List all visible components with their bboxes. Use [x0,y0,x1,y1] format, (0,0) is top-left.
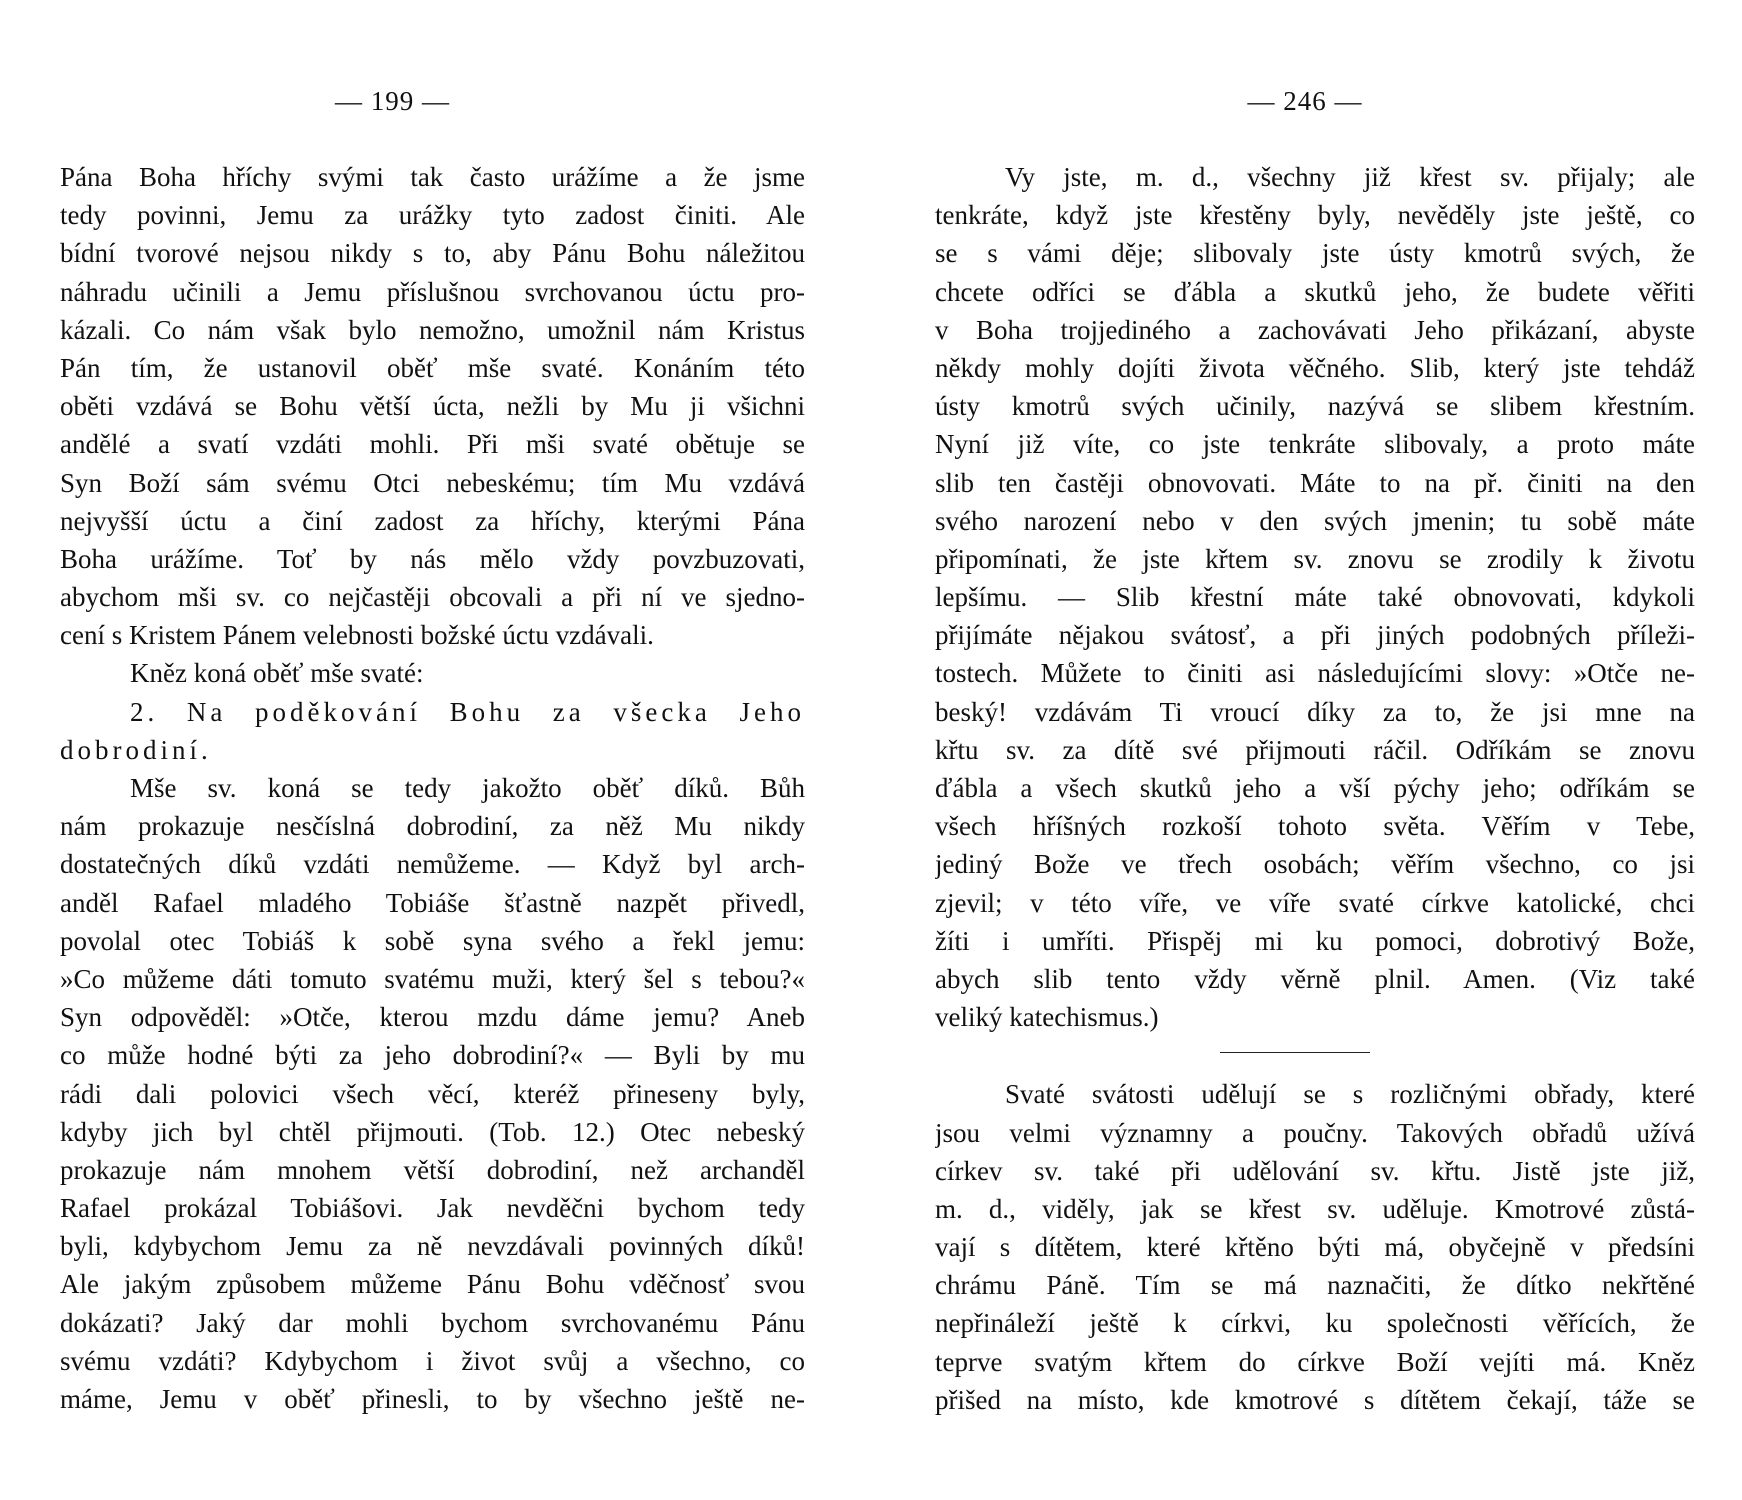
text-line: žíti i umříti. Přispěj mi ku pomoci, dobrotivý Bože, [935,925,1695,956]
section-divider [1220,1052,1370,1053]
text-line: bídní tvorové nejsou nikdy s to, aby Pánu Bohu náležitou [60,238,805,269]
text-line: abych slib tento vždy věrně plnil. Amen. (Viz také [935,963,1695,994]
section-heading: 2. Na poděkování Bohu za všecka Jeho [130,696,805,727]
text-line: nám prokazuje nesčíslná dobrodiní, za něž Mu nikdy [60,811,805,842]
text-line: Kněz koná oběť mše svaté: [130,658,424,689]
text-line: abychom mši sv. co nejčastěji obcovali a při ní ve sjedno- [60,582,805,613]
text-line: zjevil; v této víře, ve víře svaté církve katolické, chci [935,887,1695,918]
text-line: někdy mohly dojíti života věčného. Slib, který jste tehdáž [935,352,1695,383]
section-heading: dobrodiní. [60,734,212,765]
text-line: Syn Boží sám svému Otci nebeskému; tím Mu vzdává [60,467,805,498]
text-line: m. d., viděly, jak se křest sv. uděluje. Kmotrové zůstá- [935,1193,1695,1224]
text-line: lepšímu. — Slib křestní máte také obnovovati, kdykoli [935,582,1695,613]
left-page-text [60,158,805,1418]
text-line: přijímáte nějakou svátosť, a při jiných podobných příleži- [935,620,1695,651]
text-line: připomínati, že jste křtem sv. znovu se zrodily k životu [935,543,1695,574]
text-line: kdyby jich byl chtěl přijmouti. (Tob. 12.) Otec nebeský [60,1116,805,1147]
text-line: veliký katechismus.) [935,1002,1159,1033]
text-line: prokazuje nám mnohem větší dobrodiní, než archanděl [60,1154,805,1185]
text-line: tostech. Můžete to činiti asi následujícími slovy: »Otče ne- [935,658,1695,689]
text-line: Boha urážíme. Toť by nás mělo vždy povzbuzovati, [60,543,805,574]
text-line: všech hříšných rozkoší tohoto světa. Věřím v Tebe, [935,811,1695,842]
text-line: »Co můžeme dáti tomuto svatému muži, který šel s tebou?« [60,963,805,994]
text-line: vají s dítětem, které křtěno býti má, obyčejně v předsíni [935,1232,1695,1263]
text-line: dostatečných díků vzdáti nemůžeme. — Když byl arch- [60,849,805,880]
text-line: Ale jakým způsobem můžeme Pánu Bohu vděčnosť svou [60,1269,805,1300]
text-line: svému vzdáti? Kdybychom i život svůj a všechno, co [60,1345,805,1376]
text-line: Syn odpověděl: »Otče, kterou mzdu dáme jemu? Aneb [60,1002,805,1033]
text-line: svého narození nebo v den svých jmenin; tu sobě máte [935,505,1695,536]
text-line: teprve svatým křtem do církve Boží vejíti má. Kněz [935,1346,1695,1377]
text-line: nejvyšší úctu a činí zadost za hříchy, kterými Pána [60,505,805,536]
text-line: jsou velmi významny a poučny. Takových obřadů užívá [935,1117,1695,1148]
text-line: křtu sv. za dítě své přijmouti ráčil. Odříkám se znovu [935,734,1695,765]
text-line: jediný Bože ve třech osobách; věřím všechno, co jsi [935,849,1695,880]
text-line: co může hodné býti za jeho dobrodiní?« — Byli by mu [60,1040,805,1071]
text-line: tenkráte, když jste křestěny byly, nevěděly jste ještě, co [935,200,1695,231]
text-line: anděl Rafael mladého Tobiáše šťastně nazpět přivedl, [60,887,805,918]
text-line: Nyní již víte, co jste tenkráte slibovaly, a proto máte [935,429,1695,460]
text-line: církev sv. také při udělování sv. křtu. Jistě jste již, [935,1155,1695,1186]
text-line: Pána Boha hříchy svými tak často urážíme a že jsme [60,162,805,192]
text-line: oběti vzdává se Bohu větší úcta, nežli by Mu ji všichni [60,391,805,422]
text-line: tedy povinni, Jemu za urážky tyto zadost činiti. Ale [60,200,805,231]
text-line: cení s Kristem Pánem velebnosti božské úctu vzdávali. [60,620,654,651]
text-line: Rafael prokázal Tobiášovi. Jak nevděčni bychom tedy [60,1193,805,1224]
text-line: náhradu učinili a Jemu příslušnou svrchovanou úctu pro- [60,276,805,307]
right-page-text [935,158,1695,1419]
text-line: v Boha trojjediného a zachovávati Jeho přikázaní, abyste [935,314,1695,345]
text-line: ústy kmotrů svých učinily, nazývá se slibem křestním. [935,391,1695,422]
text-line: Vy jste, m. d., všechny již křest sv. přijaly; ale [1005,162,1695,192]
right-page [935,0,1695,1500]
text-line: ďábla a všech skutků jeho a vší pýchy jeho; odříkám se [935,773,1695,803]
text-line: kázali. Co nám však bylo nemožno, umožnil nám Kristus [60,314,805,345]
text-line: byli, kdybychom Jemu za ně nevzdávali povinných díků! [60,1231,805,1262]
text-line: Pán tím, že ustanovil oběť mše svaté. Konáním této [60,352,805,383]
text-line: nepřináleží ještě k církvi, ku společnosti věřících, že [935,1308,1695,1339]
text-line: povolal otec Tobiáš k sobě syna svého a řekl jemu: [60,925,805,956]
text-line: beský! vzdávám Ti vroucí díky za to, že jsi mne na [935,696,1695,727]
text-line: chcete odříci se ďábla a skutků jeho, že budete věřiti [935,276,1695,307]
text-line: rádi dali polovici všech věcí, kteréž přineseny byly, [60,1078,805,1109]
text-line: Svaté svátosti udělují se s rozličnými obřady, které [1005,1079,1695,1110]
text-line: chrámu Páně. Tím se má naznačiti, že dítko nekřtěné [935,1270,1695,1301]
left-page [60,0,805,1500]
text-line: máme, Jemu v oběť přinesli, to by všechno ještě ne- [60,1384,805,1414]
text-line: Mše sv. koná se tedy jakožto oběť díků. Bůh [130,773,805,803]
page-number-right: — 246 — [1247,86,1363,116]
text-line: se s vámi děje; slibovaly jste ústy kmotrů svých, že [935,238,1695,269]
text-line: andělé a svatí vzdáti mohli. Při mši svaté obětuje se [60,429,805,460]
text-line: slib ten častěji obnovovati. Máte to na př. činiti na den [935,467,1695,498]
page-number-left: — 199 — [335,86,450,116]
text-line: přišed na místo, kde kmotrové s dítětem čekají, táže se [935,1384,1695,1415]
text-line: dokázati? Jaký dar mohli bychom svrchovanému Pánu [60,1307,805,1338]
